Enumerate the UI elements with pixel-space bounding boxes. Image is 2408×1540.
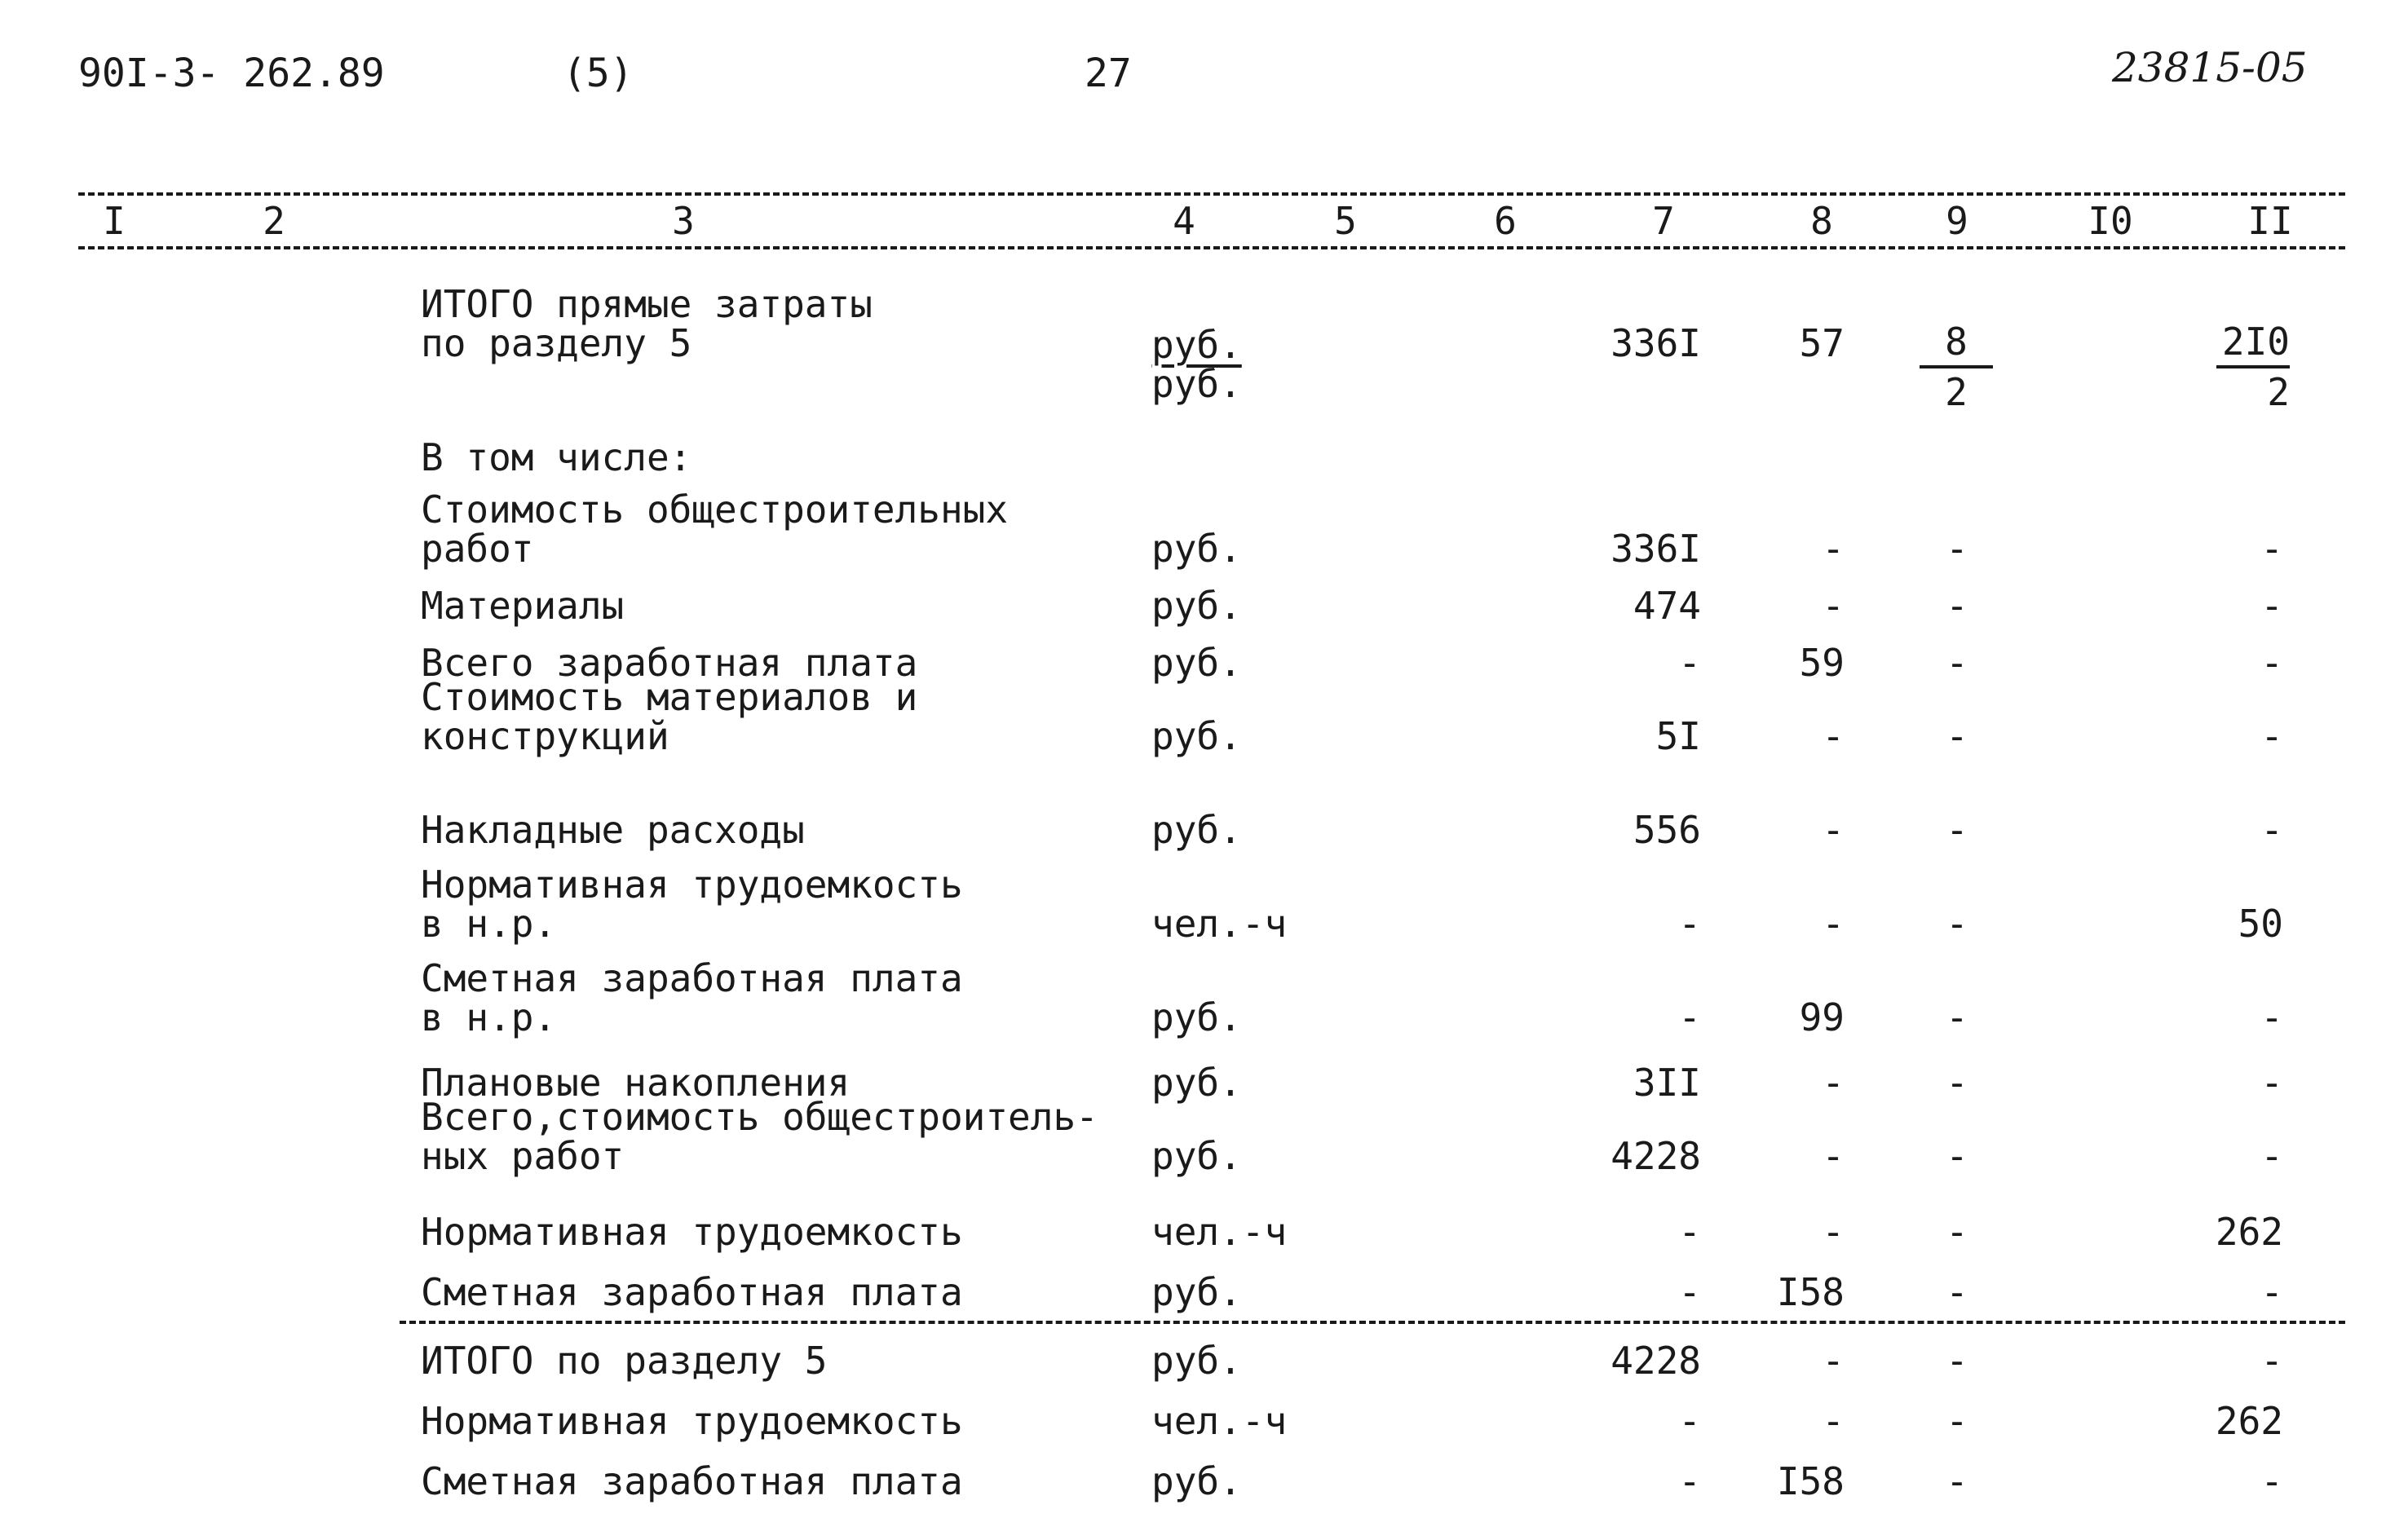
row-col7-value: -: [1678, 1399, 1701, 1443]
row-label: Сметная заработная плата: [421, 956, 963, 1000]
row-col8-value: -: [1822, 1134, 1845, 1178]
total-direct-col7: 336I: [1610, 321, 1701, 365]
row-col7-value: 3II: [1633, 1061, 1701, 1105]
row-col9-value: -: [1946, 1061, 1968, 1105]
row-unit: руб.: [1151, 527, 1242, 571]
table-top-rule: [78, 192, 2345, 196]
row-col9-value: -: [1946, 808, 1968, 852]
column-header-1: I: [103, 199, 126, 243]
row-unit: руб.: [1151, 1270, 1242, 1314]
including-label: В том числе:: [421, 435, 692, 479]
column-header-9: 9: [1946, 199, 1968, 243]
row-col7-value: -: [1678, 902, 1701, 946]
total-direct-label-line1: ИТОГО прямые затраты: [421, 282, 873, 326]
row-col7-value: 474: [1633, 584, 1701, 628]
row-label-continued: в н.р.: [421, 995, 557, 1039]
total-direct-label-line2: по разделу 5: [421, 321, 692, 365]
page-number: 27: [1085, 51, 1132, 96]
row-label: ИТОГО по разделу 5: [421, 1339, 828, 1383]
row-label: Всего,стоимость общестроитель-: [421, 1095, 1098, 1139]
row-col8-value: -: [1822, 1061, 1845, 1105]
column-header-8: 8: [1810, 199, 1833, 243]
row-col11-value: -: [2260, 714, 2283, 758]
row-label-continued: в н.р.: [421, 902, 557, 946]
row-label: Стоимость материалов и: [421, 675, 918, 719]
row-col9-value: -: [1946, 1134, 1968, 1178]
row-col11-value: 262: [2215, 1399, 2283, 1443]
column-header-6: 6: [1494, 199, 1517, 243]
row-unit: чел.-ч: [1151, 1210, 1288, 1254]
row-col8-value: -: [1822, 527, 1845, 571]
row-col7-value: -: [1678, 1459, 1701, 1503]
table-header-bottom-rule: [78, 246, 2345, 249]
column-header-11: II: [2247, 199, 2293, 243]
row-col7-value: 4228: [1610, 1134, 1701, 1178]
row-label: Нормативная трудоемкость: [421, 1210, 963, 1254]
total-direct-unit-top: руб.: [1151, 323, 1242, 367]
row-unit: руб.: [1151, 1459, 1242, 1503]
row-label-continued: ных работ: [421, 1134, 625, 1178]
row-col8-value: -: [1822, 1399, 1845, 1443]
row-col8-value: 59: [1799, 641, 1845, 685]
row-col11-value: -: [2260, 1339, 2283, 1383]
row-unit: руб.: [1151, 1134, 1242, 1178]
document-code: 90I-3- 262.89: [78, 51, 385, 96]
row-label: Нормативная трудоемкость: [421, 1399, 963, 1443]
row-col7-value: 5I: [1655, 714, 1701, 758]
row-col11-value: -: [2260, 527, 2283, 571]
fraction-numerator: 2I0: [2221, 320, 2290, 364]
row-label: Всего заработная плата: [421, 641, 918, 685]
row-unit: чел.-ч: [1151, 1399, 1288, 1443]
row-col9-value: -: [1946, 527, 1968, 571]
row-unit: чел.-ч: [1151, 902, 1288, 946]
row-col7-value: -: [1678, 1210, 1701, 1254]
row-col9-value: -: [1946, 1399, 1968, 1443]
row-col11-value: -: [2260, 584, 2283, 628]
row-unit: руб.: [1151, 995, 1242, 1039]
row-col8-value: I58: [1776, 1459, 1845, 1503]
row-label: Нормативная трудоемкость: [421, 863, 963, 907]
row-label: Накладные расходы: [421, 808, 805, 852]
column-header-7: 7: [1652, 199, 1675, 243]
row-col8-value: -: [1822, 1210, 1845, 1254]
row-col9-value: -: [1946, 714, 1968, 758]
total-direct-col11-fraction: [2216, 320, 2290, 421]
row-unit: руб.: [1151, 808, 1242, 852]
row-label: Плановые накопления: [421, 1061, 851, 1105]
row-col7-value: 4228: [1610, 1339, 1701, 1383]
row-unit: руб.: [1151, 1339, 1242, 1383]
row-col11-value: -: [2260, 995, 2283, 1039]
row-label: Материалы: [421, 584, 625, 628]
row-col8-value: -: [1822, 808, 1845, 852]
handwritten-stamp: 23815-05: [2112, 44, 2308, 91]
fraction-bar: [2216, 365, 2290, 368]
total-direct-unit-bottom: руб.: [1151, 362, 1242, 406]
row-col7-value: -: [1678, 641, 1701, 685]
row-col8-value: -: [1822, 1339, 1845, 1383]
row-col9-value: -: [1946, 641, 1968, 685]
row-col9-value: -: [1946, 902, 1968, 946]
row-col9-value: -: [1946, 584, 1968, 628]
row-col9-value: -: [1946, 995, 1968, 1039]
row-unit: руб.: [1151, 714, 1242, 758]
row-col11-value: -: [2260, 808, 2283, 852]
column-header-5: 5: [1334, 199, 1357, 243]
row-col7-value: 556: [1633, 808, 1701, 852]
row-col8-value: -: [1822, 584, 1845, 628]
fraction-numerator: 8: [1945, 320, 1968, 364]
row-col7-value: 336I: [1610, 527, 1701, 571]
row-col11-value: -: [2260, 1459, 2283, 1503]
row-col11-value: 50: [2238, 902, 2283, 946]
row-label-continued: работ: [421, 527, 534, 571]
row-col8-value: -: [1822, 902, 1845, 946]
row-col9-value: -: [1946, 1339, 1968, 1383]
row-col11-value: -: [2260, 1134, 2283, 1178]
row-col7-value: -: [1678, 995, 1701, 1039]
row-unit: руб.: [1151, 641, 1242, 685]
row-col9-value: -: [1946, 1210, 1968, 1254]
row-col8-value: -: [1822, 714, 1845, 758]
row-unit: руб.: [1151, 1061, 1242, 1105]
fraction-denominator: 2: [1945, 370, 1968, 414]
column-header-3: 3: [672, 199, 695, 243]
fraction-denominator: 2: [2267, 370, 2290, 414]
totals-separator-rule: [400, 1321, 2345, 1324]
row-col11-value: -: [2260, 641, 2283, 685]
row-col9-value: -: [1946, 1270, 1968, 1314]
row-col11-value: -: [2260, 1061, 2283, 1105]
row-label: Сметная заработная плата: [421, 1270, 963, 1314]
row-col7-value: -: [1678, 1270, 1701, 1314]
fraction-bar: [1920, 365, 1993, 368]
column-header-2: 2: [263, 199, 285, 243]
row-col9-value: -: [1946, 1459, 1968, 1503]
total-direct-col9-fraction: [1920, 320, 1993, 421]
row-label-continued: конструкций: [421, 714, 669, 758]
column-header-4: 4: [1173, 199, 1195, 243]
row-col11-value: -: [2260, 1270, 2283, 1314]
row-col8-value: I58: [1776, 1270, 1845, 1314]
column-header-10: I0: [2088, 199, 2133, 243]
row-unit: руб.: [1151, 584, 1242, 628]
row-label: Стоимость общестроительных: [421, 488, 1009, 532]
part-number: (5): [563, 51, 634, 96]
row-label: Сметная заработная плата: [421, 1459, 963, 1503]
total-direct-col8: 57: [1799, 321, 1845, 365]
row-col8-value: 99: [1799, 995, 1845, 1039]
row-col11-value: 262: [2215, 1210, 2283, 1254]
